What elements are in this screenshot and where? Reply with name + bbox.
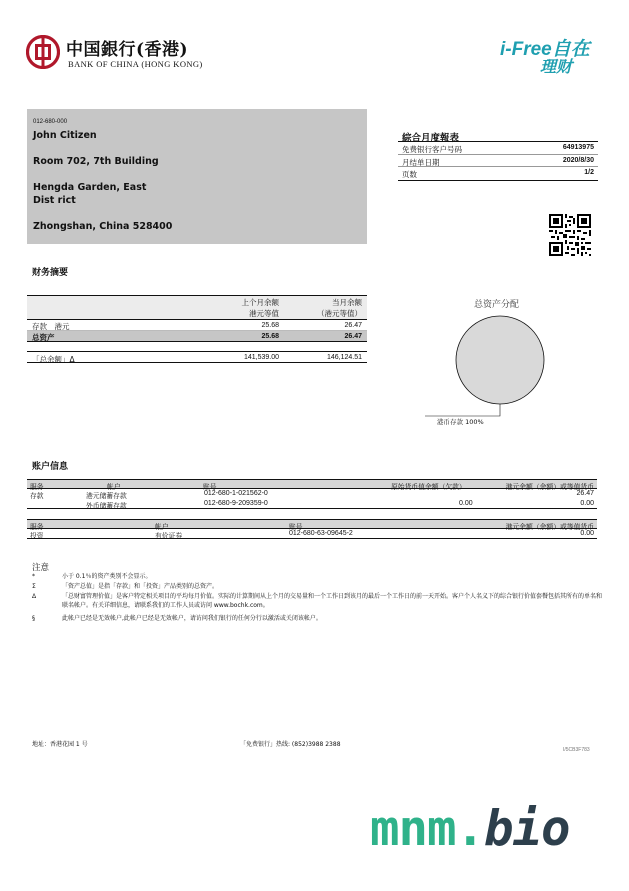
deposit-table-header xyxy=(27,479,597,489)
asset-allocation-pie xyxy=(420,312,570,430)
summary-col-prev-header xyxy=(242,297,280,319)
note-symbol: § xyxy=(32,615,35,622)
footer-code: I/5CB3F783 xyxy=(563,747,590,753)
bank-logo xyxy=(26,33,206,73)
note-text: 「资产总值」是指「存款」和「投资」产品类别的总资产。 xyxy=(62,583,219,590)
row-service: 存款 xyxy=(30,491,44,500)
bank-name-en: BANK OF CHINA (HONG KONG) xyxy=(68,59,203,69)
statement-row-value: 1/2 xyxy=(584,169,594,176)
footer-hotline: 「免费银行」热线: (852)3988 2388 xyxy=(240,741,341,748)
summary-col-curr-header xyxy=(317,297,362,319)
address-line-1: Room 702, 7th Building xyxy=(33,156,159,167)
summary-row-label: 存款 港元 xyxy=(32,322,70,331)
row-account-number: 012-680-1-021562-0 xyxy=(204,489,268,497)
accounts-title: 账户信息 xyxy=(32,462,69,472)
customer-name: John Citizen xyxy=(33,130,97,141)
qr-code-icon xyxy=(549,214,591,256)
statement-title: 綜合月度報表 xyxy=(402,133,460,144)
statement-row-label: 免费银行客户号码 xyxy=(402,145,462,154)
row-account-number: 012-680-63-09645-2 xyxy=(289,529,353,537)
footer-address: 地址：香港花园 1 号 xyxy=(32,741,88,748)
summary-row-label: 总资产 xyxy=(32,333,55,342)
header-account-number: 账号 xyxy=(203,482,217,491)
bank-name-cn: 中国銀行(香港) xyxy=(66,40,189,60)
row-hkd-balance: 0.00 xyxy=(580,529,594,537)
total-balance-prev: 141,539.00 xyxy=(243,354,279,361)
investment-accounts-table xyxy=(27,519,597,539)
pie-title: 总资产分配 xyxy=(474,300,520,310)
summary-row-curr: 26.47 xyxy=(344,321,362,329)
address-code: 012-680-000 xyxy=(33,119,68,125)
summary-col-curr-line2: （港元等值） xyxy=(317,309,362,318)
statement-row-label: 页数 xyxy=(402,170,417,179)
summary-row xyxy=(27,320,367,331)
statement-row-label: 月结单日期 xyxy=(402,157,440,167)
statement-row xyxy=(398,167,598,180)
row-account: 港元储蓄存款 xyxy=(86,491,127,500)
pie-slice-label: 港币存款 100% xyxy=(437,418,484,426)
header-account: 帐户 xyxy=(107,482,121,491)
note-text: 「总财富管理价值」是客户特定相关项目的平均每月价值。实际的计算期间从上个月的交易量和一个工作日到该月的最后一个工作日的前一天开始。客户个人名义下的综合银行价值套餐包括其所有的单名和联名帐户。有关详细信息，请联系我们的工作人员或访问 www.bochk.com。 xyxy=(62,593,603,609)
ifree-logo-line2: 理财 xyxy=(540,57,573,76)
row-account: 有价证券 xyxy=(155,531,183,540)
summary-row-total-assets xyxy=(27,331,367,342)
boc-emblem-icon xyxy=(26,35,60,69)
statement-row-value: 2020/8/30 xyxy=(562,156,594,164)
statement-row xyxy=(398,155,598,168)
address-line-3: Dist rict xyxy=(33,195,76,206)
row-hkd-balance: 0.00 xyxy=(580,499,594,507)
note-symbol: * xyxy=(32,573,35,580)
row-account-number: 012-680-9-209359-0 xyxy=(204,499,268,507)
watermark-part2: bio xyxy=(484,800,570,857)
statement-row xyxy=(398,142,598,155)
note-symbol: Σ xyxy=(32,583,36,590)
total-balance-curr: 146,124.51 xyxy=(326,354,362,361)
summary-row-curr: 26.47 xyxy=(344,332,362,340)
row-original-balance: 0.00 xyxy=(459,499,473,507)
note-text: 此帐户已经是无效帐户,此帐户已经是无效帐户，请访问我们银行的任何分行以激活或关闭该帐户。 xyxy=(62,615,322,622)
statement-info-table xyxy=(398,141,598,181)
summary-col-curr-line1: 当月余额 xyxy=(332,298,362,307)
ifree-logo-line1: i-Free自在 xyxy=(500,39,590,60)
header-hkd-balance: 港元余额（余额）或等值货币 xyxy=(505,522,594,531)
row-account: 外币储蓄存款 xyxy=(86,501,127,510)
header-account: 帐户 xyxy=(155,522,169,531)
header-hkd-balance: 港元余额（余额）或等值货币 xyxy=(505,482,594,491)
table-row xyxy=(27,529,597,539)
ifree-logo xyxy=(500,34,590,74)
summary-col-prev-line1: 上个月余额 xyxy=(241,298,279,307)
header-account-number: 账号 xyxy=(289,522,303,531)
investment-table-header xyxy=(27,519,597,529)
header-service: 服务 xyxy=(30,522,44,531)
header-service: 服务 xyxy=(30,482,44,491)
address-line-4: Zhongshan, China 528400 xyxy=(33,221,173,232)
watermark-part1: mnm. xyxy=(370,800,485,857)
note-symbol: Δ xyxy=(32,593,37,600)
summary-col-prev-line2: 港元等值 xyxy=(249,309,279,318)
summary-table-header xyxy=(27,296,367,320)
summary-title: 财务摘要 xyxy=(32,268,69,278)
row-hkd-balance: 26.47 xyxy=(576,489,594,497)
deposit-accounts-table xyxy=(27,479,597,509)
address-box xyxy=(27,109,367,244)
pie-slice-hkd-deposit xyxy=(456,316,544,404)
note-text: 小于 0.1％的资产类别不会显示。 xyxy=(62,573,152,580)
summary-row-prev: 25.68 xyxy=(261,321,279,329)
header-original-currency: 原始货币值余额（欠款） xyxy=(391,482,466,491)
table-row xyxy=(27,489,597,499)
pie-leader-line xyxy=(425,404,500,416)
total-balance-label: 「总余额」Δ xyxy=(32,354,75,364)
address-line-2: Hengda Garden, East xyxy=(33,182,147,193)
statement-row-value: 64913975 xyxy=(562,144,594,151)
table-row xyxy=(27,499,597,509)
row-service: 投资 xyxy=(30,531,44,540)
summary-total-balance-row xyxy=(27,351,367,363)
watermark xyxy=(370,800,570,857)
summary-row-prev: 25.68 xyxy=(261,332,279,340)
summary-table xyxy=(27,295,367,342)
notes-title: 注意 xyxy=(32,563,50,573)
